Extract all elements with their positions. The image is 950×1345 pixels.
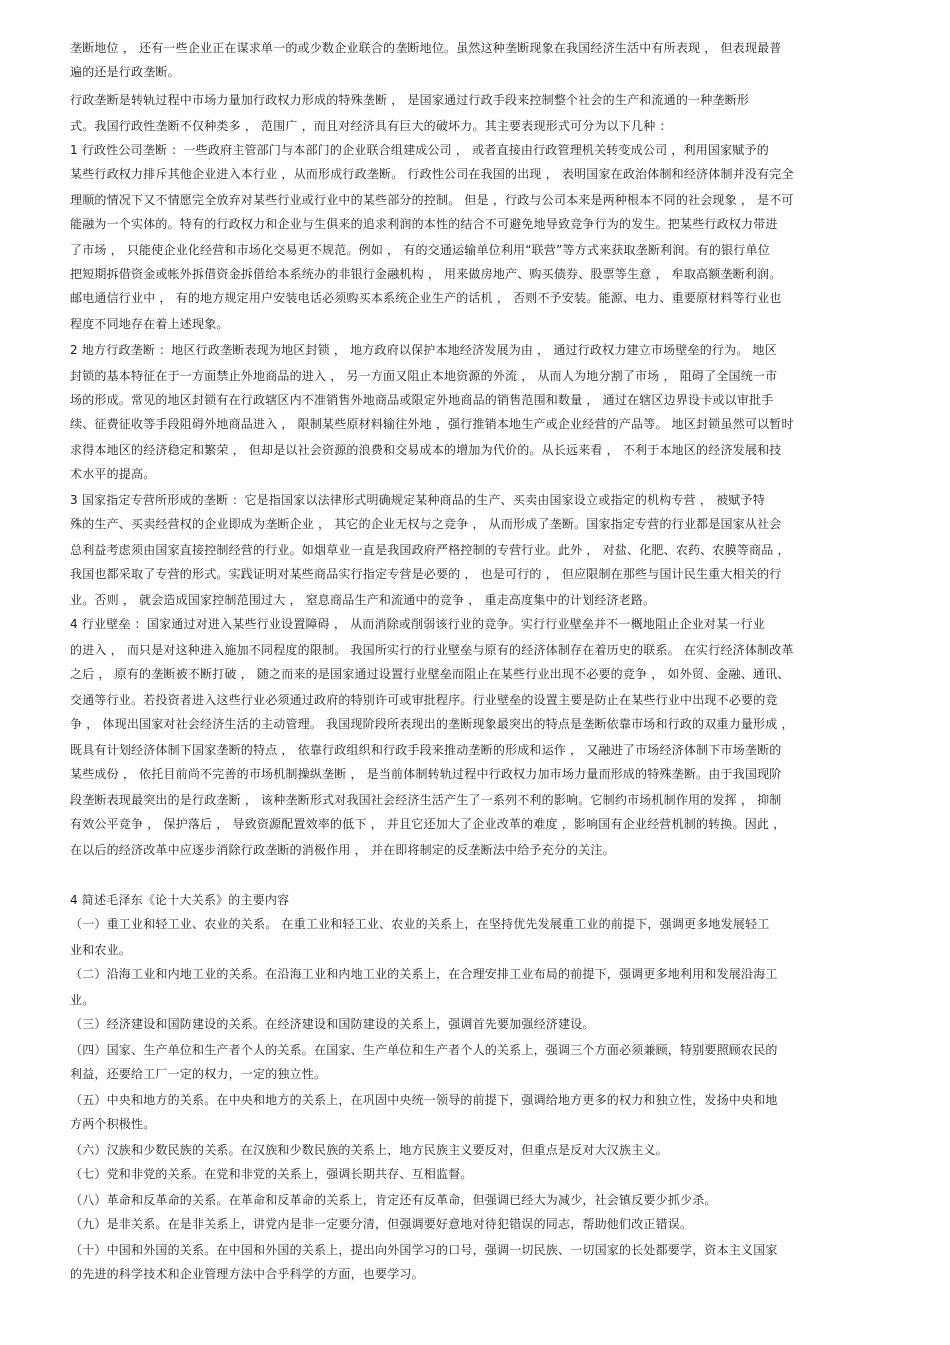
text-line: 在以后的经济改革中应逐步消除行政垄断的消极作用 ， 并在即将制定的反垄断法中给予充分的关注。 — [70, 843, 615, 857]
text-line: 4 简述毛泽东《论十大关系》的主要内容 — [70, 893, 290, 907]
text-line: （九）是非关系。在是非关系上，讲党内是非一定要分清，但强调要好意地对待犯错误的同志，帮助他们改正错误。 — [70, 1217, 693, 1231]
text-line: （四）国家、生产单位和生产者个人的关系。在国家、生产单位和生产者个人的关系上，强调三个方面必须兼顾，特别要照顾农民的 — [70, 1043, 778, 1057]
text-line: 我国也都采取了专营的形式。实践证明对某些商品实行指定专营是必要的 ， 也是可行的 ， 但应限制在那些与国计民生重大相关的行 — [70, 567, 782, 581]
text-line: （二）沿海工业和内地工业的关系。在沿海工业和内地工业的关系上，在合理安排工业布局的前提下，强调更多地利用和发展沿海工 — [70, 967, 778, 981]
text-line: 总利益考虑须由国家直接控制经营的行业。如烟草业一直是我国政府严格控制的专营行业。此外 ， 对盐、化肥、农药、农膜等商品 ， — [70, 543, 790, 557]
text-line: 程度不同地存在着上述现象。 — [70, 317, 229, 331]
text-line: 式。我国行政性垄断不仅种类多 ， 范围广 ，而且对经济具有巨大的破坏力。其主要表现形式可分为以下几种 ： — [70, 119, 672, 133]
text-line: 封锁的基本特征在于一方面禁止外地商品的进入 ， 另一方面又阻止本地资源的外流 ， 从而人为地分割了市场 ， 阻碍了全国统一市 — [70, 369, 778, 383]
text-line: 理顺的情况下又不情愿完全放弃对某些行业或行业中的某些部分的控制。 但是 ，行政与公司本来是两种根本不同的社会现象 ， 是不可 — [70, 193, 794, 207]
text-line: 术水平的提高。 — [70, 467, 156, 481]
text-line: 段垄断表现最突出的是行政垄断 ， 该种垄断形式对我国社会经济生活产生了一系列不利的影响。它制约市场机制作用的发挥 ， 抑制 — [70, 793, 782, 807]
text-line: 了市场 ， 只能使企业化经营和市场化交易更不规范。例如 ， 有的交通运输单位利用“联营”等方式来获取垄断利润。有的银行单位 — [70, 243, 770, 257]
text-line: 既具有计划经济体制下国家垄断的特点 ， 依靠行政组织和行政手段来推动垄断的形成和运作 ， 又融进了市场经济体制下市场垄断的 — [70, 743, 782, 757]
text-line: 4 行业壁垒 ：国家通过对进入某些行业设置障碍 ， 从而消除或削弱该行业的竞争。实行行业壁垒并不一概地阻止企业对某一行业 — [70, 617, 765, 631]
text-line: 能融为一个实体的。特有的行政权力和企业与生俱来的追求利润的本性的结合不可避免地导致竞争行为的发生。把某些行政权力带进 — [70, 217, 778, 231]
text-line: 场的形成。常见的地区封锁有在行政辖区内不准销售外地商品或限定外地商品的销售范围和数量 ， 通过在辖区边界设卡或以审批手 — [70, 393, 774, 407]
text-line: （一）重工业和轻工业、农业的关系。 在重工业和轻工业、农业的关系上，在坚持优先发展重工业的前提下，强调更多地发展轻工 — [70, 917, 770, 931]
text-line: 业和农业。 — [70, 943, 132, 957]
text-line: 某些行政权力排斥其他企业进入本行业 ，从而形成行政垄断。 行政性公司在我国的出现 ， 表明国家在政治体制和经济体制并没有完全 — [70, 167, 794, 181]
text-line: 某些成份 ， 依托目前尚不完善的市场机制操纵垄断 ， 是当前体制转轨过程中行政权力加市场力量而形成的特殊垄断。由于我国现阶 — [70, 767, 782, 781]
text-line: （七）党和非党的关系。在党和非党的关系上，强调长期共存、互相监督。 — [70, 1167, 473, 1181]
text-line: 邮电通信行业中 ， 有的地方规定用户安装电话必须购买本系统企业生产的话机 ， 否则不予安装。能源、电力、重要原材料等行业也 — [70, 291, 782, 305]
text-line: 把短期拆借资金或帐外拆借资金拆借给本系统办的非银行金融机构 ， 用来做房地产、购买债券、股票等生意 ， 牟取高额垄断利润。 — [70, 267, 782, 281]
text-line: 之后 ， 原有的垄断被不断打破 ， 随之而来的是国家通过设置行业壁垒而阻止在某些行业出现不必要的竞争 ， 如外贸、金融、通讯、 — [70, 667, 790, 681]
text-line: 交通等行业。若投资者进入这些行业必须通过政府的特别许可或审批程序。行业壁垒的设置主要是防止在某些行业中出现不必要的竞 — [70, 693, 778, 707]
text-line: 1 行政性公司垄断 ：一些政府主管部门与本部门的企业联合组建成公司 ， 或者直接由行政管理机关转变成公司 ，利用国家赋予的 — [70, 143, 769, 157]
text-line: 2 地方行政垄断 ：地区行政垄断表现为地区封锁 ， 地方政府以保护本地经济发展为由 ， 通过行政权力建立市场壁垒的行为。 地区 — [70, 343, 777, 357]
text-line: 争 ， 体现出国家对社会经济生活的主动管理。 我国现阶段所表现出的垄断现象最突出的特点是垄断依靠市场和行政的双重力量形成 ， — [70, 717, 794, 731]
text-line: 业。 — [70, 993, 95, 1007]
text-line: （五）中央和地方的关系。在中央和地方的关系上，在巩固中央统一领导的前提下，强调给地方更多的权力和独立性，发扬中央和地 — [70, 1093, 778, 1107]
text-line: 殊的生产、买卖经营权的企业即成为垄断企业 ， 其它的企业无权与之竞争 ， 从而形成了垄断。国家指定专营的行业都是国家从社会 — [70, 517, 782, 531]
text-line: 续、征费征收等手段阻碍外地商品进入 ， 限制某些原材料输往外地 ，强行推销本地生产或企业经营的产品等。 地区封锁虽然可以暂时 — [70, 417, 794, 431]
text-line: （六）汉族和少数民族的关系。在汉族和少数民族的关系上，地方民族主义要反对，但重点是反对大汉族主义。 — [70, 1143, 668, 1157]
text-line: 利益，还要给工厂一定的权力，一定的独立性。 — [70, 1067, 327, 1081]
text-line: 方两个积极性。 — [70, 1117, 156, 1131]
text-line: 的进入 ， 而只是对这种进入施加不同程度的限制。 我国所实行的行业壁垒与原有的经济体制存在着历史的联系。 在实行经济体制改革 — [70, 643, 794, 657]
text-line: 3 国家指定专营所形成的垄断 ：它是指国家以法律形式明确规定某种商品的生产、买卖由国家设立或指定的机构专营 ， 被赋予特 — [70, 493, 765, 507]
text-line: （十）中国和外国的关系。在中国和外国的关系上，提出向外国学习的口号，强调一切民族、一切国家的长处都要学，资本主义国家 — [70, 1243, 778, 1257]
text-line: 的先进的科学技术和企业管理方法中合乎科学的方面，也要学习。 — [70, 1267, 424, 1281]
text-line: 有效公平竞争 ， 保护落后 ， 导致资源配置效率的低下 ， 并且它还加大了企业改革的难度 ，影响国有企业经营机制的转换。因此 ， — [70, 817, 786, 831]
text-line: 遍的还是行政垄断。 — [70, 65, 180, 79]
text-line: 业。否则 ， 就会造成国家控制范围过大 ， 窒息商品生产和流通中的竞争 ， 重走高度集中的计划经济老路。 — [70, 593, 656, 607]
text-line: 求得本地区的经济稳定和繁荣 ， 但却是以社会资源的浪费和交易成本的增加为代价的。从长远来看 ， 不利于本地区的经济发展和技 — [70, 443, 782, 457]
text-line: （三）经济建设和国防建设的关系。在经济建设和国防建设的关系上，强调首先要加强经济建设。 — [70, 1017, 595, 1031]
text-line: 垄断地位 ， 还有一些企业正在谋求单一的或少数企业联合的垄断地位。虽然这种垄断现象在我国经济生活中有所表现 ， 但表现最普 — [70, 41, 782, 55]
text-line: （八）革命和反革命的关系。在革命和反革命的关系上，肯定还有反革命，但强调已经大为减少，社会镇反要少抓少杀。 — [70, 1193, 717, 1207]
text-line: 行政垄断是转轨过程中市场力量加行政权力形成的特殊垄断 ， 是国家通过行政手段来控制整个社会的生产和流通的一种垄断形 — [70, 93, 750, 107]
